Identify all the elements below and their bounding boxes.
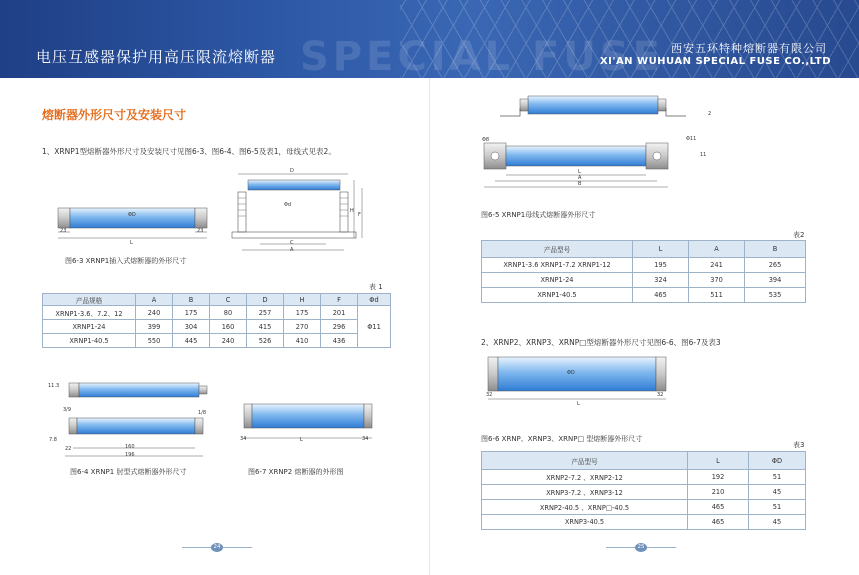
page-number-right <box>606 543 676 551</box>
page-spine <box>429 78 430 575</box>
t1-r2-c5: 410 <box>284 334 321 348</box>
fig67-caption: 图6-7 XRNP2 熔断器的外形图 <box>248 468 344 476</box>
page-number-left <box>182 543 252 551</box>
fig63-caption: 图6-3 XRNP1插入式熔断器的外形尺寸 <box>65 257 187 265</box>
dim-phiD-66: ΦD <box>567 370 575 376</box>
dim-23a: 23 <box>60 228 67 234</box>
t2-r0-c3: 265 <box>745 258 806 273</box>
t3-r0-c1: 192 <box>688 470 749 485</box>
table-row <box>482 288 806 303</box>
dim-160: 160 <box>125 444 135 450</box>
t1-r1-c5: 270 <box>284 320 321 334</box>
t1-r0-c1: 240 <box>136 306 173 320</box>
t1-h2: B <box>173 294 210 306</box>
dim-L: L <box>130 240 133 246</box>
t1-r1-c1: 399 <box>136 320 173 334</box>
t2-r2-c0: XRNP1-40.5 <box>482 288 633 303</box>
mount-base <box>232 232 356 238</box>
dim-11: 11 <box>700 152 707 158</box>
dim-1-8: 1/8 <box>198 410 207 416</box>
dim-D: D <box>290 168 294 174</box>
t1-r2-c4: 526 <box>247 334 284 348</box>
t3-r2-c2: 51 <box>749 500 806 515</box>
t3-r3-c0: XRNP3-40.5 <box>482 515 688 530</box>
t3-h0: 产品型号 <box>482 452 688 470</box>
table-row <box>482 515 806 530</box>
t3-h1: L <box>688 452 749 470</box>
fig65-fuse-body-side <box>506 146 646 166</box>
t3-r1-c0: XRNP3-7.2 、XRNP3-12 <box>482 485 688 500</box>
t2-r1-c1: 324 <box>633 273 689 288</box>
t1-r2-c0: XRNP1-40.5 <box>43 334 136 348</box>
t1-r0-c3: 80 <box>210 306 247 320</box>
table-row <box>43 306 391 320</box>
dim-22: 22 <box>65 446 72 452</box>
t1-h1: A <box>136 294 173 306</box>
header-title: 电压互感器保护用高压限流熔断器 <box>36 48 277 66</box>
dim-phi11: Φ11 <box>686 136 697 142</box>
dim-phi-d: Φd <box>284 202 292 208</box>
t3-r2-c1: 465 <box>688 500 749 515</box>
dim-23b: 23 <box>197 228 204 234</box>
table-row <box>482 273 806 288</box>
fig66-caption: 图6-6 XRNP、XRNP3、XRNP□ 型熔断器外形尺寸 <box>481 435 643 443</box>
dim-196: 196 <box>125 452 135 458</box>
dim-H: H <box>350 208 354 214</box>
dim-L-67: L <box>300 437 303 443</box>
t3-r3-c2: 45 <box>749 515 806 530</box>
fuse-cap-right <box>195 208 207 228</box>
table2 <box>481 240 806 303</box>
t1-r1-c4: 415 <box>247 320 284 334</box>
t3-r2-c0: XRNP2-40.5 、XRNP□-40.5 <box>482 500 688 515</box>
company-name-en: XI'AN WUHUAN SPECIAL FUSE CO.,LTD <box>599 56 831 67</box>
dim-3-9: 3/9 <box>63 407 72 413</box>
table2-label: 表2 <box>793 231 805 239</box>
intro2-paragraph: 2、XRNP2、XRNP3、XRNP□型熔断器外形尺寸见图6-6、图6-7及表3 <box>481 338 721 347</box>
t2-r2-c2: 511 <box>689 288 745 303</box>
fig65-fuse-body-top <box>528 96 658 114</box>
fig65-drawing-side <box>480 135 700 195</box>
dim-C: C <box>290 240 294 246</box>
t3-h2: ΦD <box>749 452 806 470</box>
dim-11-3: 11.3 <box>48 383 60 389</box>
dim-2: 2 <box>708 111 712 117</box>
t1-h4: D <box>247 294 284 306</box>
table-row <box>43 334 391 348</box>
dim-A-65: A <box>578 175 582 181</box>
dim-L-65: L <box>578 169 581 175</box>
t1-r0-c4: 257 <box>247 306 284 320</box>
t1-r0-c2: 175 <box>173 306 210 320</box>
fig67-drawing <box>238 400 388 450</box>
t1-h7: Φd <box>358 294 391 306</box>
fuse-body <box>70 208 195 228</box>
t3-r0-c2: 51 <box>749 470 806 485</box>
t3-r0-c0: XRNP2-7.2 、XRNP2-12 <box>482 470 688 485</box>
table-row <box>482 500 806 515</box>
fig64-caption: 图6-4 XRNP1 肘型式熔断器外形尺寸 <box>70 468 187 476</box>
fig66-fuse-body <box>498 357 656 391</box>
t1-r2-c6: 436 <box>321 334 358 348</box>
t1-r2-c2: 445 <box>173 334 210 348</box>
table-row <box>43 320 391 334</box>
t1-h6: F <box>321 294 358 306</box>
dim-phi8: Φ8 <box>482 137 490 143</box>
t2-r1-c2: 370 <box>689 273 745 288</box>
t1-phi-cell: Φ11 <box>358 306 391 348</box>
dim-7-8: 7.8 <box>49 437 57 443</box>
fuse-cap-left <box>58 208 70 228</box>
fig63-mount-drawing <box>230 168 370 258</box>
table1-label: 表 1 <box>369 283 383 291</box>
table3-label: 表3 <box>793 441 805 449</box>
t2-h3: B <box>745 241 806 258</box>
table3 <box>481 451 806 530</box>
t3-r1-c1: 210 <box>688 485 749 500</box>
t1-r2-c1: 550 <box>136 334 173 348</box>
t2-r1-c0: XRNP1-24 <box>482 273 633 288</box>
table-row <box>482 470 806 485</box>
fig64-fuse-top <box>79 383 199 397</box>
t2-r2-c1: 465 <box>633 288 689 303</box>
t1-h0: 产品规格 <box>43 294 136 306</box>
t1-h3: C <box>210 294 247 306</box>
table-row <box>482 258 806 273</box>
page-number-left-label: 24 <box>211 543 223 552</box>
t1-r1-c2: 304 <box>173 320 210 334</box>
dim-32a: 32 <box>486 392 493 398</box>
dim-F: F <box>358 212 361 218</box>
t2-r0-c1: 195 <box>633 258 689 273</box>
dim-A: A <box>290 247 294 253</box>
dim-34b: 34 <box>362 436 369 442</box>
fig65-drawing-top <box>500 90 700 125</box>
t2-h0: 产品型号 <box>482 241 633 258</box>
t1-r0-c5: 175 <box>284 306 321 320</box>
header-banner <box>0 0 859 78</box>
table1 <box>42 293 391 348</box>
fig67-fuse-body <box>252 404 364 428</box>
section-title: 熔断器外形尺寸及安装尺寸 <box>42 108 187 122</box>
t2-r0-c2: 241 <box>689 258 745 273</box>
dim-L-66: L <box>577 401 580 407</box>
company-name-cn: 西安五环特种熔断器有限公司 <box>671 42 827 55</box>
t1-r0-c6: 201 <box>321 306 358 320</box>
t3-r1-c2: 45 <box>749 485 806 500</box>
t1-h5: H <box>284 294 321 306</box>
t2-r0-c0: XRNP1-3.6 XRNP1-7.2 XRNP1-12 <box>482 258 633 273</box>
dim-phiD: ΦD <box>128 212 136 218</box>
t3-r3-c1: 465 <box>688 515 749 530</box>
dim-B-65: B <box>578 181 582 187</box>
t1-r1-c6: 296 <box>321 320 358 334</box>
t2-h1: L <box>633 241 689 258</box>
t2-r1-c3: 394 <box>745 273 806 288</box>
dim-34a: 34 <box>240 436 247 442</box>
fig64-fuse-bottom <box>77 418 195 434</box>
dim-32b: 32 <box>657 392 664 398</box>
t1-r0-c0: XRNP1-3.6、7.2、12 <box>43 306 136 320</box>
t2-h2: A <box>689 241 745 258</box>
fig65-caption: 图6-5 XRNP1母线式熔断器外形尺寸 <box>481 211 596 219</box>
t1-r1-c3: 160 <box>210 320 247 334</box>
t2-r2-c3: 535 <box>745 288 806 303</box>
t1-r1-c0: XRNP1-24 <box>43 320 136 334</box>
mount-fuse-body <box>248 180 340 190</box>
table-row <box>482 485 806 500</box>
intro-paragraph: 1、XRNP1型熔断器外形尺寸及安装尺寸见图6-3、图6-4、图6-5及表1，母线式见表2。 <box>42 147 336 156</box>
page-number-right-label: 25 <box>635 543 647 552</box>
t1-r2-c3: 240 <box>210 334 247 348</box>
header-watermark: SPECIAL FUSE <box>300 34 664 78</box>
